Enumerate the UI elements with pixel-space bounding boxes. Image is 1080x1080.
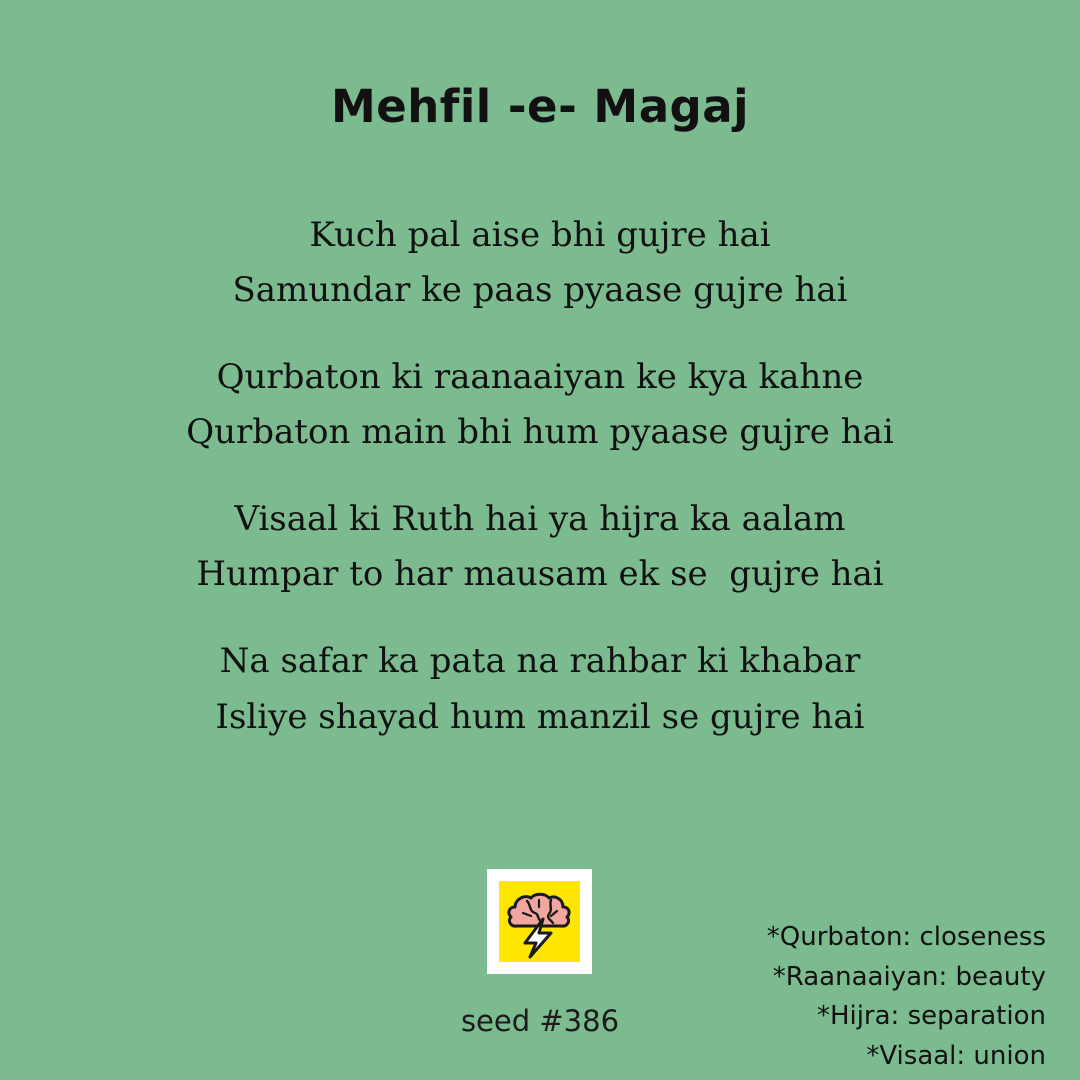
poem-line: Kuch pal aise bhi gujre hai bbox=[309, 215, 771, 255]
poem-line: Na safar ka pata na rahbar ki khabar bbox=[219, 641, 861, 682]
page-title: Mehfil -e- Magaj bbox=[330, 80, 750, 133]
poem-line: Visaal ki Ruth hai ya hijra ka aalam bbox=[234, 499, 846, 540]
glossary-item: *Qurbaton: closeness bbox=[766, 922, 1046, 952]
glossary-notes bbox=[767, 918, 1046, 1076]
glossary-item: *Hijra: separation bbox=[816, 1001, 1046, 1032]
logo-tile bbox=[499, 881, 580, 962]
stanza bbox=[0, 492, 1080, 602]
poem-line: Qurbaton main bhi hum pyaase gujre hai bbox=[186, 412, 894, 453]
seed-label: seed #386 bbox=[460, 1004, 620, 1038]
brain-lightning-icon bbox=[499, 881, 580, 962]
stanza bbox=[0, 350, 1080, 460]
poem-line: Isliye shayad hum manzil se gujre hai bbox=[215, 696, 865, 737]
stanza bbox=[0, 208, 1080, 318]
poem-line: Samundar ke paas pyaase gujre hai bbox=[232, 270, 848, 311]
poem-body bbox=[0, 208, 1080, 745]
glossary-item: *Raanaaiyan: beauty bbox=[772, 961, 1046, 992]
glossary-item: *Visaal: union bbox=[866, 1040, 1046, 1071]
stanza bbox=[0, 634, 1080, 744]
poem-line: Humpar to har mausam ek se gujre hai bbox=[196, 554, 884, 595]
logo-badge bbox=[487, 869, 592, 974]
poem-line: Qurbaton ki raanaaiyan ke kya kahne bbox=[216, 357, 864, 398]
